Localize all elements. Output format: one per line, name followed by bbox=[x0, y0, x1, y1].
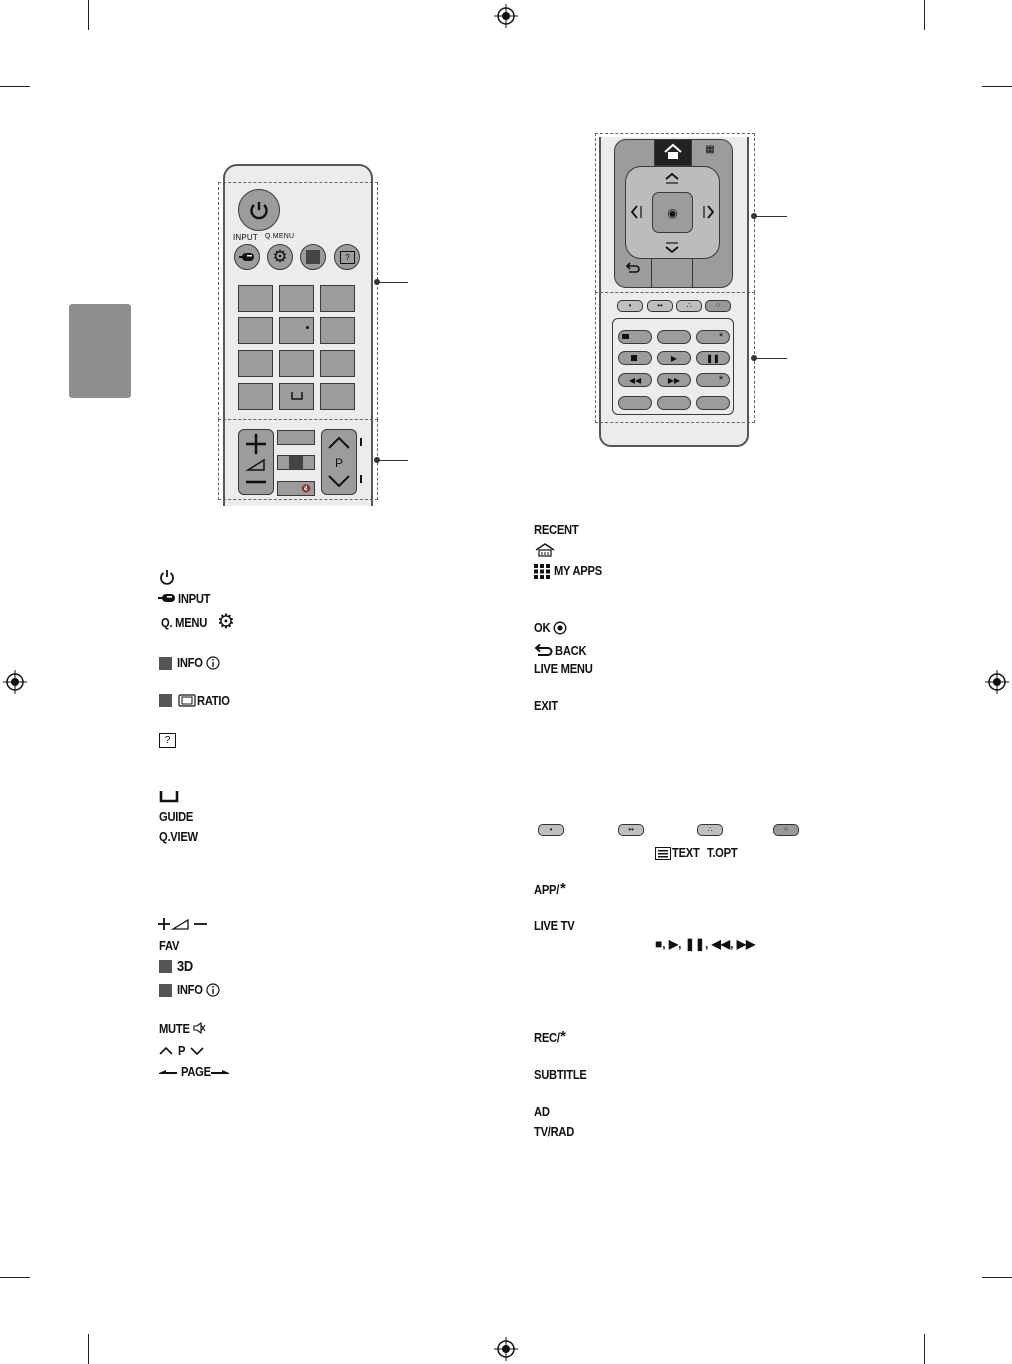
gear-icon: ⚙ bbox=[217, 611, 235, 633]
legend-back: BACK bbox=[555, 643, 587, 658]
qmenu-label: Q.MENU bbox=[265, 233, 295, 240]
number-key[interactable] bbox=[238, 383, 273, 410]
mute-icon: 🔇 bbox=[301, 484, 311, 493]
leader-line bbox=[378, 282, 408, 283]
color-square bbox=[159, 657, 172, 670]
asterisk-icon: * bbox=[718, 374, 724, 386]
playback-icons: ■, ▶, ❚❚, ◀◀, ▶▶ bbox=[655, 937, 756, 951]
forward-icon: ▶▶ bbox=[667, 375, 681, 385]
color-square bbox=[306, 250, 320, 264]
crop-mark bbox=[982, 86, 1012, 87]
chevron-down-icon bbox=[189, 1046, 205, 1056]
number-key[interactable] bbox=[238, 317, 273, 344]
color-square bbox=[159, 960, 172, 973]
legend-ok: OK bbox=[534, 620, 551, 635]
legend-color-button-2: •• bbox=[618, 824, 644, 836]
crop-mark bbox=[924, 0, 925, 30]
asterisk-icon: * bbox=[718, 331, 724, 343]
topt-button[interactable] bbox=[657, 330, 691, 344]
info-icon bbox=[206, 983, 220, 997]
number-key[interactable] bbox=[279, 350, 314, 377]
number-key[interactable] bbox=[320, 383, 355, 410]
fav-button[interactable] bbox=[277, 430, 315, 445]
text-icon bbox=[655, 847, 671, 860]
legend-p: P bbox=[178, 1043, 186, 1058]
chevron-up-icon bbox=[327, 436, 351, 450]
power-icon bbox=[159, 569, 175, 585]
asterisk-icon: * bbox=[560, 880, 566, 897]
asterisk-icon: * bbox=[560, 1028, 566, 1045]
leader-line bbox=[378, 460, 408, 461]
legend-subtitle: SUBTITLE bbox=[534, 1067, 587, 1082]
apps-grid-icon[interactable]: ▦ bbox=[705, 143, 715, 155]
rewind-icon: ◀◀ bbox=[628, 375, 642, 385]
page-mark bbox=[360, 475, 362, 483]
crop-mark bbox=[88, 0, 89, 30]
color-button-1[interactable]: • bbox=[617, 300, 643, 312]
leader-line bbox=[755, 216, 787, 217]
tvrad-button[interactable] bbox=[696, 396, 730, 410]
legend-input: INPUT bbox=[178, 591, 211, 606]
legend-qmenu: Q. MENU bbox=[161, 615, 208, 630]
space-icon bbox=[291, 391, 303, 400]
chevron-up-icon bbox=[158, 1046, 174, 1056]
legend-live-menu: LIVE MENU bbox=[534, 661, 593, 676]
registration-mark-icon bbox=[494, 4, 518, 28]
chevron-up-icon bbox=[664, 172, 680, 184]
crop-mark bbox=[0, 1277, 30, 1278]
legend-color-button-4: ⁘ bbox=[773, 824, 799, 836]
registration-mark-icon bbox=[494, 1337, 518, 1361]
legend-my-apps: MY APPS bbox=[554, 563, 602, 578]
legend-color-button-1: • bbox=[538, 824, 564, 836]
color-button-3[interactable]: ∴ bbox=[676, 300, 702, 312]
legend-app: APP/ bbox=[534, 882, 560, 897]
registration-mark-icon bbox=[985, 670, 1009, 694]
chevron-right-icon bbox=[703, 204, 715, 220]
legend-3d: 3D bbox=[177, 958, 193, 975]
legend-recent: RECENT bbox=[534, 522, 579, 537]
apps-grid-icon bbox=[534, 564, 550, 579]
volume-icon bbox=[157, 917, 209, 931]
legend-live-tv: LIVE TV bbox=[534, 918, 575, 933]
input-icon bbox=[158, 593, 176, 605]
legend-color-button-3: ∴ bbox=[697, 824, 723, 836]
leader-line bbox=[755, 358, 787, 359]
number-key[interactable] bbox=[320, 317, 355, 344]
legend-mute: MUTE bbox=[159, 1021, 190, 1036]
input-icon bbox=[239, 251, 255, 263]
stop-icon bbox=[631, 355, 637, 361]
nav-divider bbox=[692, 259, 693, 288]
home-icon bbox=[534, 542, 556, 558]
registration-mark-icon bbox=[3, 670, 27, 694]
pause-icon: ❚❚ bbox=[706, 353, 720, 363]
legend-info-2: INFO bbox=[177, 982, 203, 997]
stop-icon: ■ bbox=[655, 937, 663, 951]
crop-mark bbox=[924, 1334, 925, 1364]
legend-text: TEXT bbox=[672, 845, 700, 860]
legend-fav: FAV bbox=[159, 938, 180, 953]
number-key[interactable] bbox=[320, 350, 355, 377]
chevron-down-icon bbox=[664, 242, 680, 254]
help-icon: ? bbox=[159, 733, 176, 748]
legend-rec: REC/ bbox=[534, 1030, 560, 1045]
play-icon: ▶ bbox=[670, 353, 678, 363]
color-square bbox=[289, 456, 303, 470]
chevron-left-icon bbox=[630, 204, 642, 220]
number-key[interactable] bbox=[320, 285, 355, 312]
number-key[interactable] bbox=[238, 285, 273, 312]
legend-ad: AD bbox=[534, 1104, 550, 1119]
volume-icon bbox=[241, 432, 271, 492]
power-icon bbox=[248, 199, 270, 221]
crop-mark bbox=[982, 1277, 1012, 1278]
input-label: INPUT bbox=[233, 233, 258, 242]
back-icon bbox=[534, 644, 554, 657]
legend-qview: Q.VIEW bbox=[159, 829, 198, 844]
subtitle-button[interactable] bbox=[618, 396, 652, 410]
number-key[interactable] bbox=[279, 285, 314, 312]
page-mark bbox=[360, 438, 362, 446]
back-icon[interactable] bbox=[625, 262, 641, 274]
page-right-icon bbox=[210, 1068, 230, 1076]
ad-button[interactable] bbox=[657, 396, 691, 410]
chevron-down-icon bbox=[327, 474, 351, 488]
legend-ratio: RATIO bbox=[197, 693, 230, 708]
crop-mark bbox=[88, 1334, 89, 1364]
rewind-icon: ◀◀ bbox=[711, 937, 731, 951]
language-tab bbox=[69, 304, 131, 398]
gear-icon: ⚙ bbox=[272, 247, 288, 266]
crop-mark bbox=[0, 86, 30, 87]
home-icon bbox=[663, 143, 683, 161]
nav-divider bbox=[651, 259, 652, 288]
pause-icon: ❚❚ bbox=[684, 937, 705, 951]
forward-icon: ▶▶ bbox=[736, 937, 756, 951]
key-dot bbox=[306, 326, 309, 329]
legend-topt: T.OPT bbox=[707, 845, 738, 860]
color-button-4[interactable]: ⁘ bbox=[705, 300, 731, 312]
number-key[interactable] bbox=[279, 317, 314, 344]
ratio-icon bbox=[178, 694, 196, 707]
page-left-icon bbox=[158, 1068, 178, 1076]
play-icon: ▶ bbox=[668, 937, 679, 951]
legend-tv-rad: TV/RAD bbox=[534, 1124, 575, 1139]
channel-label: P bbox=[335, 456, 344, 470]
color-square bbox=[159, 984, 172, 997]
space-icon bbox=[159, 790, 179, 803]
info-icon bbox=[206, 656, 220, 670]
ok-icon bbox=[553, 621, 567, 635]
legend-exit: EXIT bbox=[534, 698, 558, 713]
legend-guide: GUIDE bbox=[159, 809, 194, 824]
color-square bbox=[159, 694, 172, 707]
help-icon: ? bbox=[340, 251, 355, 264]
text-icon bbox=[622, 334, 629, 339]
number-key[interactable] bbox=[238, 350, 273, 377]
ok-icon: ◉ bbox=[667, 205, 678, 220]
legend-page: PAGE bbox=[181, 1064, 211, 1079]
mute-icon bbox=[192, 1021, 206, 1035]
color-button-2[interactable]: •• bbox=[647, 300, 673, 312]
legend-info: INFO bbox=[177, 655, 203, 670]
